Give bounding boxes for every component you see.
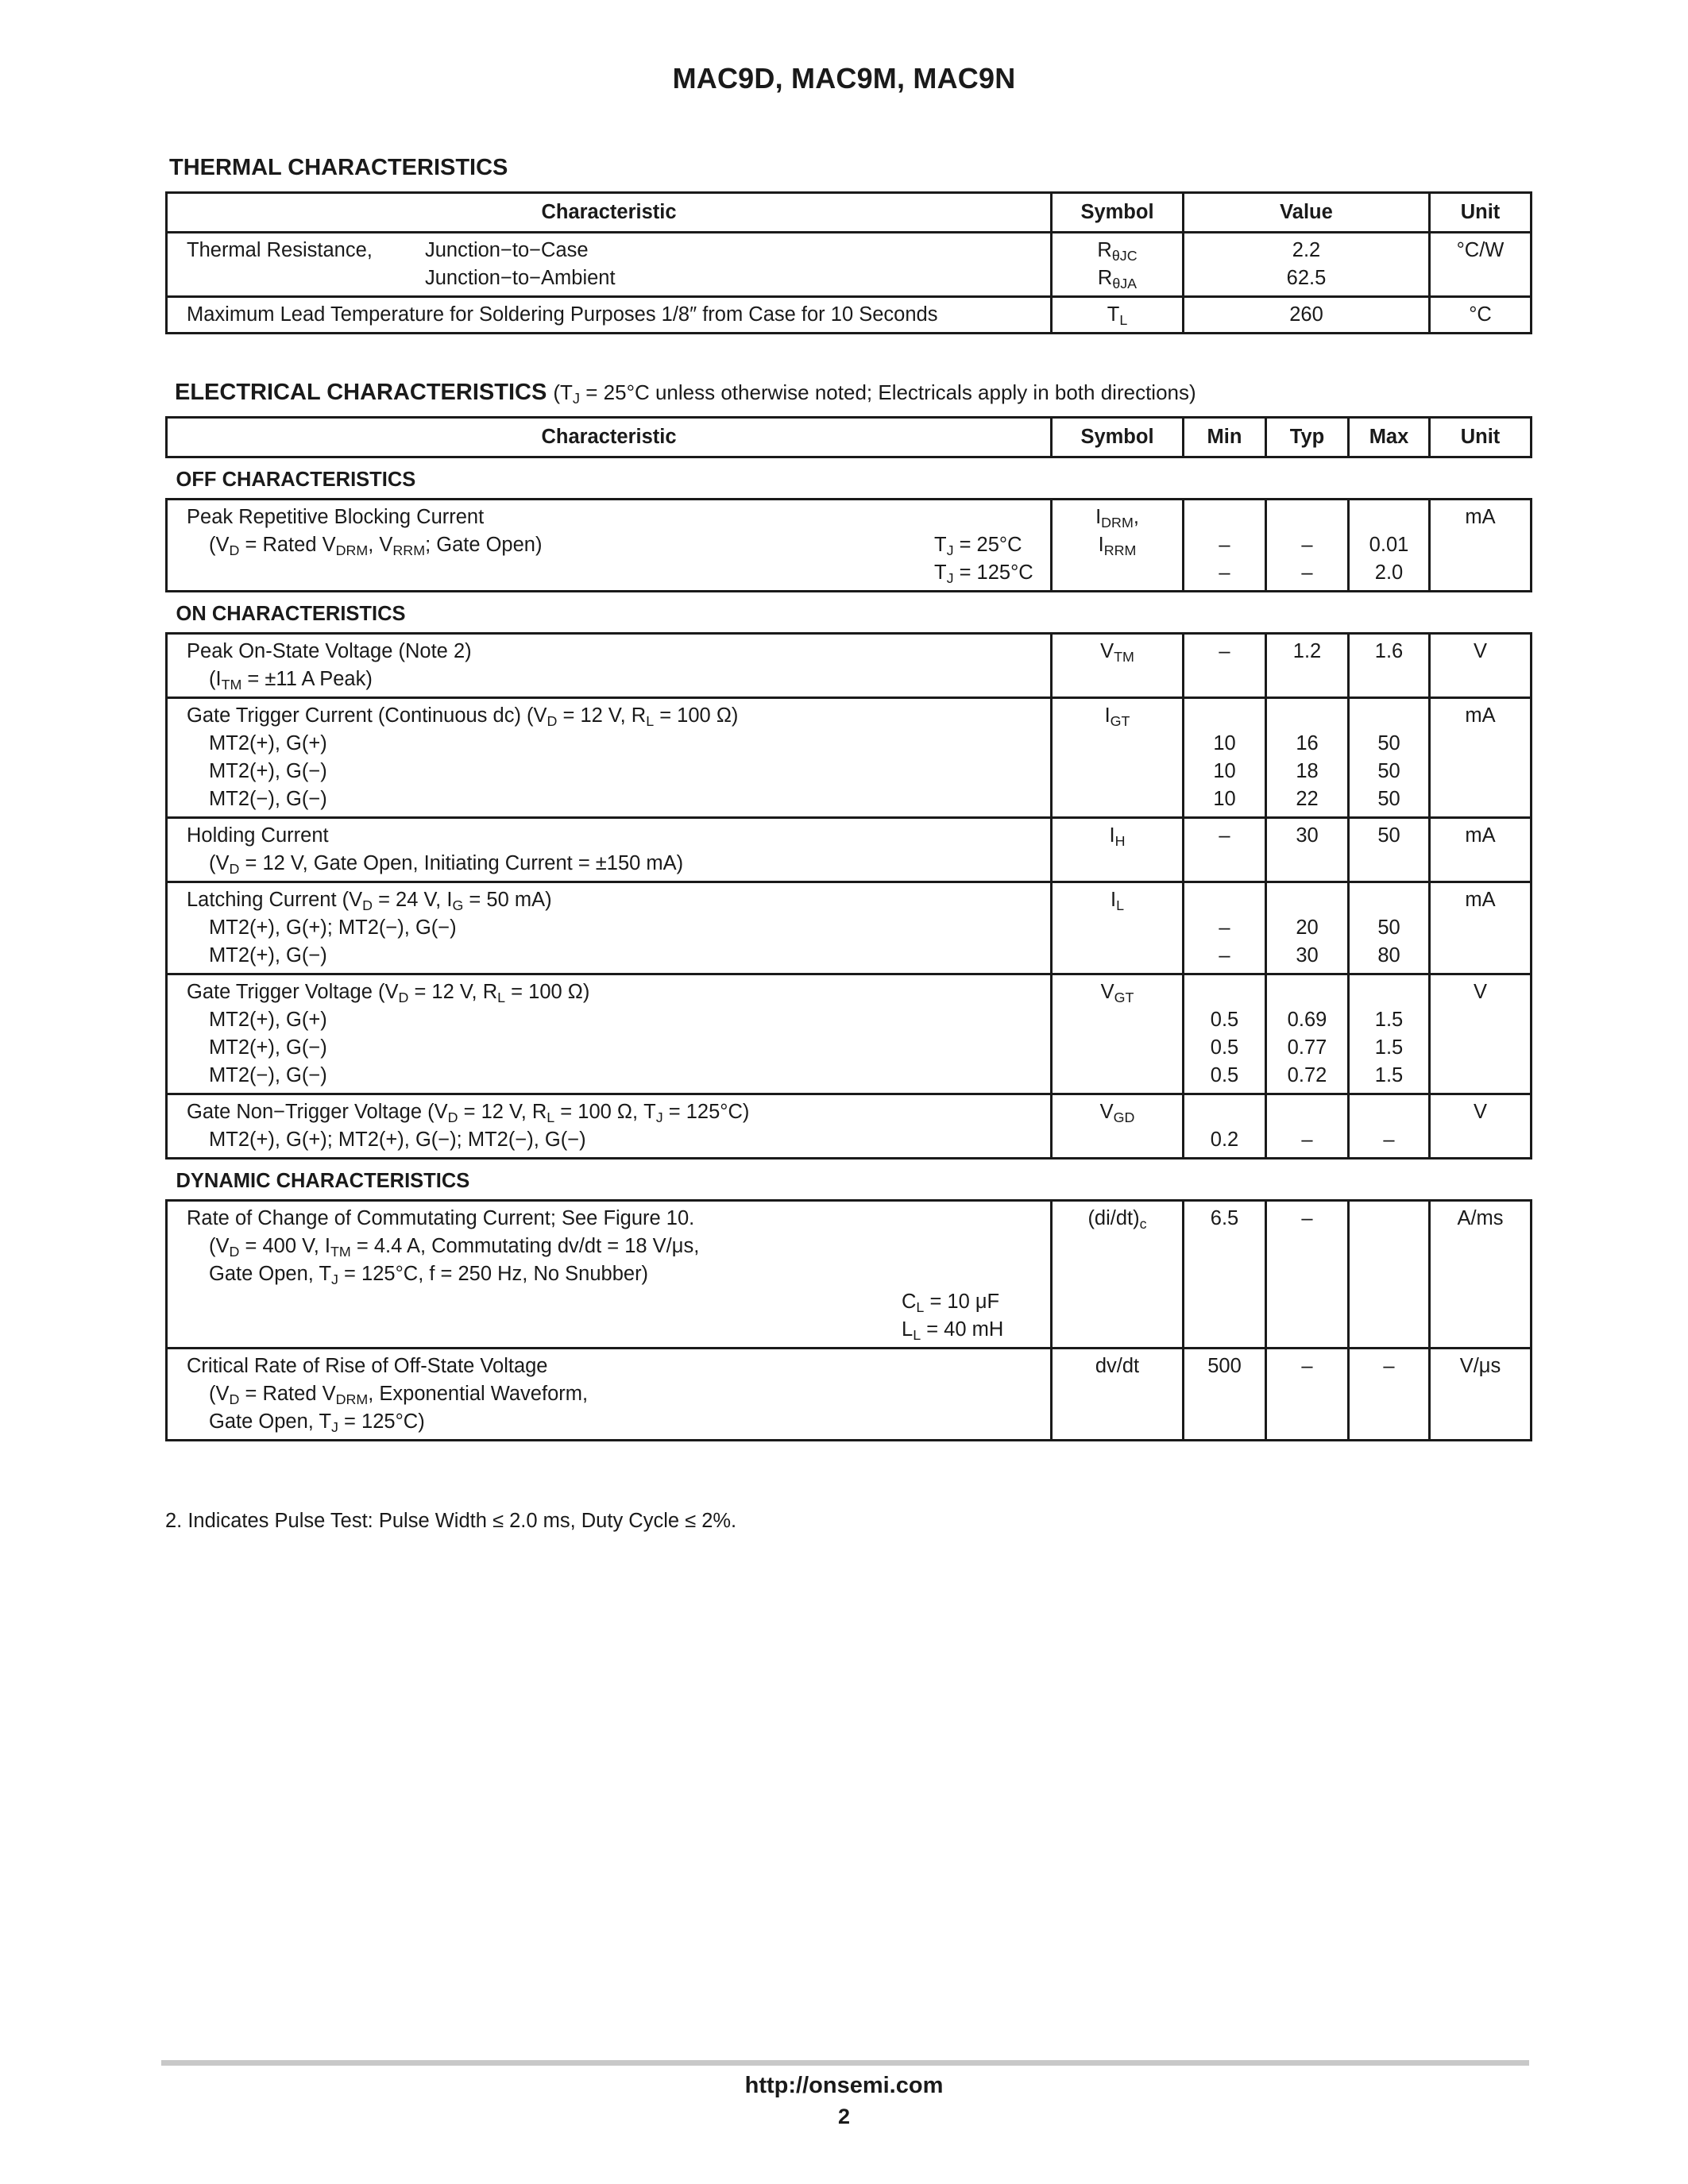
gate-non-trigger-voltage-unit: V — [1430, 1094, 1532, 1159]
footer-url-link[interactable]: http://onsemi.com — [744, 2073, 944, 2098]
gate-trigger-current-row — [167, 698, 1532, 818]
gate-non-trigger-voltage-max: – — [1349, 1094, 1430, 1159]
thermal-resistance-unit: °C/W — [1430, 233, 1532, 297]
col-typ: Typ — [1266, 418, 1349, 457]
gate-trigger-current-char: Gate Trigger Current (Continuous dc) ($V_D = 12$ V, $R_L = 100$ Ω) MT2(+), G(+) MT2(+), G(−) MT2(−), G(−) — [167, 698, 1052, 818]
lead-temperature-value: 260 — [1184, 297, 1430, 334]
gate-trigger-current-max: 50 50 50 — [1349, 698, 1430, 818]
on-state-voltage-max: 1.6 — [1349, 634, 1430, 698]
col-symbol: Symbol — [1052, 418, 1184, 457]
gate-trigger-voltage-row — [167, 974, 1532, 1094]
col-value: Value — [1184, 193, 1430, 233]
commutating-current-symbol: $(di/dt)_c$ — [1052, 1201, 1184, 1349]
holding-current-unit: mA — [1430, 818, 1532, 882]
holding-current-min: – — [1184, 818, 1266, 882]
gate-trigger-voltage-char: Gate Trigger Voltage ($V_D = 12$ V, $R_L = 100$ Ω) MT2(+), G(+) MT2(+), G(−) MT2(−), G(−) — [167, 974, 1052, 1094]
gate-trigger-voltage-symbol: $V_{GT}$ — [1052, 974, 1184, 1094]
blocking-current-typ: – – — [1266, 500, 1349, 592]
commutating-current-unit: A/ms — [1430, 1201, 1532, 1349]
off-state-voltage-rise-unit: V/μs — [1430, 1349, 1532, 1441]
on-state-voltage-symbol: $V_{TM}$ — [1052, 634, 1184, 698]
off-state-voltage-rise-typ: – — [1266, 1349, 1349, 1441]
off-state-voltage-rise-char: Critical Rate of Rise of Off-State Voltage ($V_D$ = Rated $V_{DRM}$, Exponential Waveform, Gate Open, $T_J = 125^\circ C$) — [167, 1349, 1052, 1441]
gate-trigger-current-typ: 16 18 22 — [1266, 698, 1349, 818]
electrical-note: ($T_J = 25^\circ C$ unless otherwise noted; Electricals apply in both directions) — [553, 380, 1196, 407]
electrical-heading: ELECTRICAL CHARACTERISTICS ($T_J = 25^\circ C$ unless otherwise noted; Electricals apply in both directions) — [175, 380, 1196, 407]
holding-current-max: 50 — [1349, 818, 1430, 882]
blocking-current-max: 0.01 2.0 — [1349, 500, 1430, 592]
electrical-table — [165, 416, 1532, 1441]
gate-trigger-voltage-typ: 0.69 0.77 0.72 — [1266, 974, 1349, 1094]
electrical-header-row — [167, 418, 1532, 457]
blocking-current-row — [167, 500, 1532, 592]
blocking-current-min: – – — [1184, 500, 1266, 592]
gate-trigger-current-min: 10 10 10 — [1184, 698, 1266, 818]
thermal-table — [165, 191, 1532, 334]
gate-trigger-voltage-unit: V — [1430, 974, 1532, 1094]
gate-non-trigger-voltage-typ: – — [1266, 1094, 1349, 1159]
thermal-heading: THERMAL CHARACTERISTICS — [169, 155, 508, 180]
lead-temperature-unit: °C — [1430, 297, 1532, 334]
off-state-voltage-rise-max: – — [1349, 1349, 1430, 1441]
blocking-current-symbol: $I_{DRM}$, $I_{RRM}$ — [1052, 500, 1184, 592]
thermal-resistance-char — [167, 233, 1052, 297]
footnote-pulse-test: 2. Indicates Pulse Test: Pulse Width ≤ 2.0 ms, Duty Cycle ≤ 2%. — [165, 1510, 737, 1532]
latching-current-max: 50 80 — [1349, 882, 1430, 974]
gate-trigger-current-symbol: $I_{GT}$ — [1052, 698, 1184, 818]
off-state-voltage-rise-symbol: dv/dt — [1052, 1349, 1184, 1441]
thermal-resistance-symbol: $R_{\theta JC}$ $R_{\theta JA}$ — [1052, 233, 1184, 297]
thermal-resistance-value: 2.2 62.5 — [1184, 233, 1430, 297]
on-state-voltage-char: Peak On-State Voltage (Note 2) ($I_{TM} = \pm 11$ A Peak) — [167, 634, 1052, 698]
commutating-current-char: Rate of Change of Commutating Current; See Figure 10. ($V_D = 400$ V, $I_{TM} = 4.4$ A, Commutating dv/dt = 18 V/μs, Gate Open, $T_J = 125^\circ C$, f = 250 Hz, No Snubber) $C_L = 10$ μF $L_L = 40$ mH — [167, 1201, 1052, 1349]
holding-current-typ: 30 — [1266, 818, 1349, 882]
thermal-resistance-label: Thermal Resistance, — [187, 239, 373, 261]
junction-case-label: Junction−to−Case — [425, 239, 589, 261]
holding-current-symbol: $I_H$ — [1052, 818, 1184, 882]
gate-non-trigger-voltage-min: 0.2 — [1184, 1094, 1266, 1159]
gate-trigger-voltage-min: 0.5 0.5 0.5 — [1184, 974, 1266, 1094]
latching-current-typ: 20 30 — [1266, 882, 1349, 974]
latching-current-symbol: $I_L$ — [1052, 882, 1184, 974]
gate-trigger-voltage-max: 1.5 1.5 1.5 — [1349, 974, 1430, 1094]
col-min: Min — [1184, 418, 1266, 457]
off-state-voltage-rise-min: 500 — [1184, 1349, 1266, 1441]
dynamic-characteristics-heading: DYNAMIC CHARACTERISTICS — [167, 1159, 1532, 1201]
holding-current-row — [167, 818, 1532, 882]
on-state-voltage-min: – — [1184, 634, 1266, 698]
gate-trigger-current-unit: mA — [1430, 698, 1532, 818]
blocking-current-char: Peak Repetitive Blocking Current ($V_D$ = Rated $V_{DRM}$, $V_{RRM}$; Gate Open) $T_J = 25^\circ C$ $T_J = 125^\circ C$ — [167, 500, 1052, 592]
commutating-current-row — [167, 1201, 1532, 1349]
lead-temperature-char: Maximum Lead Temperature for Soldering Purposes 1/8″ from Case for 10 Seconds — [167, 297, 1052, 334]
page-number: 2 — [837, 2105, 851, 2128]
gate-non-trigger-voltage-char: Gate Non−Trigger Voltage ($V_D = 12$ V, $R_L = 100$ Ω, $T_J = 125^\circ C$) MT2(+), G(+); MT2(+), G(−); MT2(−), G(−) — [167, 1094, 1052, 1159]
col-characteristic: Characteristic — [167, 193, 1052, 233]
blocking-current-unit: mA — [1430, 500, 1532, 592]
on-state-voltage-row — [167, 634, 1532, 698]
on-characteristics-heading: ON CHARACTERISTICS — [167, 592, 1532, 634]
col-max: Max — [1349, 418, 1430, 457]
page-title: MAC9D, MAC9M, MAC9N — [672, 62, 1016, 95]
thermal-resistance-row — [167, 233, 1532, 297]
lead-temperature-row — [167, 297, 1532, 334]
commutating-current-min: 6.5 — [1184, 1201, 1266, 1349]
commutating-current-max — [1349, 1201, 1430, 1349]
gate-non-trigger-voltage-row — [167, 1094, 1532, 1159]
latching-current-unit: mA — [1430, 882, 1532, 974]
on-state-voltage-typ: 1.2 — [1266, 634, 1349, 698]
off-state-voltage-rise-row — [167, 1349, 1532, 1441]
gate-non-trigger-voltage-symbol: $V_{GD}$ — [1052, 1094, 1184, 1159]
latching-current-row — [167, 882, 1532, 974]
latching-current-min: – – — [1184, 882, 1266, 974]
col-symbol: Symbol — [1052, 193, 1184, 233]
col-unit: Unit — [1430, 418, 1532, 457]
junction-ambient-label: Junction−to−Ambient — [425, 267, 616, 289]
thermal-header-row — [167, 193, 1532, 233]
on-state-voltage-unit: V — [1430, 634, 1532, 698]
lead-temperature-symbol: $T_L$ — [1052, 297, 1184, 334]
holding-current-char: Holding Current ($V_D = 12$ V, Gate Open, Initiating Current = ±150 mA) — [167, 818, 1052, 882]
off-characteristics-heading: OFF CHARACTERISTICS — [167, 457, 1532, 500]
footer-divider — [161, 2060, 1529, 2066]
latching-current-char: Latching Current ($V_D = 24$ V, $I_G = 50$ mA) MT2(+), G(+); MT2(−), G(−) MT2(+), G(−) — [167, 882, 1052, 974]
col-characteristic: Characteristic — [167, 418, 1052, 457]
col-unit: Unit — [1430, 193, 1532, 233]
commutating-current-typ: – — [1266, 1201, 1349, 1349]
